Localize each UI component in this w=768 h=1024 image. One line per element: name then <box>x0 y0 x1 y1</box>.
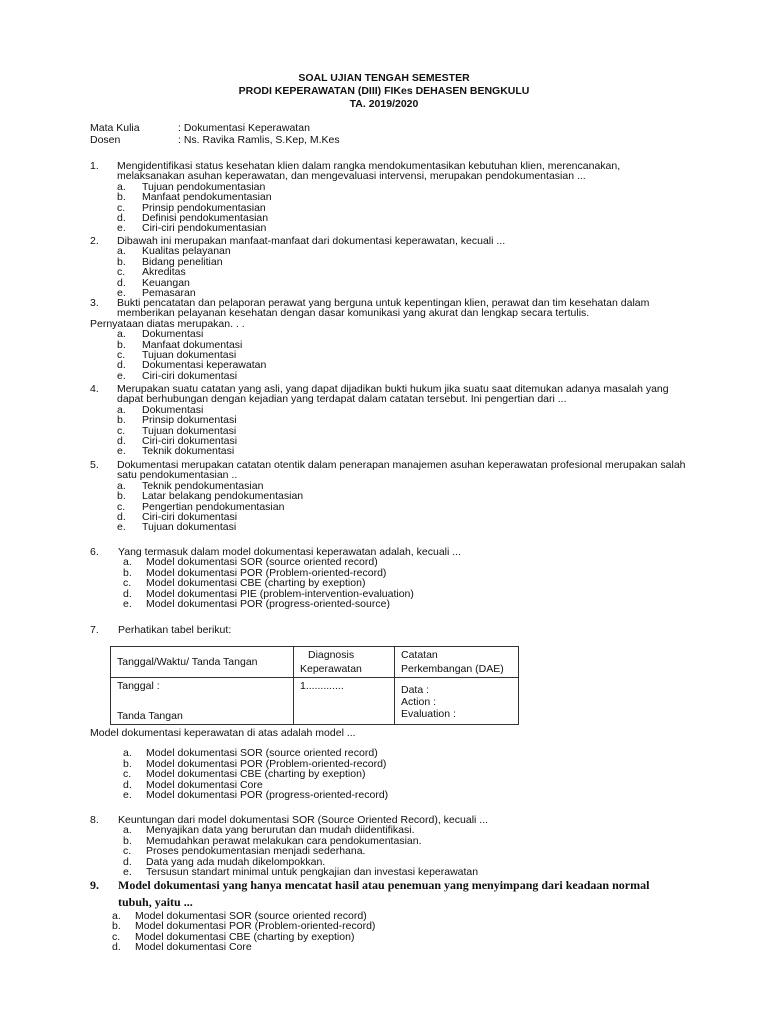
question-8 <box>90 815 690 877</box>
table-cell: Tanggal : Tanda Tangan <box>111 678 294 725</box>
program-title: PRODI KEPERAWATAN (DIII) FIKes DEHASEN BENGKULU <box>238 85 530 97</box>
exam-meta <box>90 122 340 146</box>
question-5 <box>90 460 690 533</box>
option-c: c. Prinsip pendokumentasian <box>117 201 266 214</box>
option-b: b. Manfaat pendokumentasian <box>117 191 272 204</box>
question-text: Bukti pencatatan dan pelaporan perawat yang berguna untuk kepentingan klien, perawat dan tim kesehatan dalam memberikan pelayanan kesehatan dengan dasar komunikasi yang akurat dan lengkap secara tertulis. <box>117 297 650 320</box>
option-c: c. Pengertian pendokumentasian <box>117 500 285 513</box>
option-b: b. Prinsip dokumentasi <box>117 414 237 427</box>
question-text: Dibawah ini merupakan manfaat-manfaat dari dokumentasi keperawatan, kecuali ... <box>117 235 506 247</box>
option-e: e. Model dokumentasi POR (progress-oriented-record) <box>123 788 389 801</box>
option-c: c. Tujuan dokumentasi <box>117 349 237 361</box>
option-e: e. Pemasaran <box>117 286 196 299</box>
option-e: e. Teknik dokumentasi <box>117 445 235 458</box>
question-2 <box>90 236 690 298</box>
option-c: c. Model dokumentasi CBE (charting by exeption) <box>112 930 355 943</box>
question-stem <box>90 298 690 319</box>
question-text: Model dokumentasi yang hanya mencatat hasil atau penemuan yang menyimpang dari keadaan normal tubuh, yaitu ... <box>118 878 650 909</box>
option-c: c. Proses pendokumentasian menjadi sederhana. <box>123 845 366 858</box>
option-d: d. Dokumentasi keperawatan <box>117 359 267 372</box>
option-d: d. Model dokumentasi Core <box>123 778 263 791</box>
option-b: b. Model dokumentasi POR (Problem-oriented-record) <box>112 920 376 933</box>
option-d: d. Model dokumentasi Core <box>112 941 252 954</box>
question-trail-text: Pernyataan diatas merupakan. . . <box>90 317 245 330</box>
option-a: a. Model dokumentasi SOR (source oriented record) <box>123 556 378 569</box>
table-header-cell: Diagnosis Keperawatan <box>294 647 395 678</box>
option-a: a. Dokumentasi <box>117 328 204 341</box>
question-text: Mengidentifikasi status kesehatan klien dalam rangka mendokumentasikan kebutuhan klien, merencanakan, melaksanakan asuhan keperawatan, dan mengevaluasi intervensi, merupakan pendokumentasian ... <box>117 160 621 183</box>
option-c: c. Model dokumentasi CBE (charting by exeption) <box>123 577 366 590</box>
question-text: Keuntungan dari model dokumentasi SOR (Source Oriented Record), kecuali ... <box>118 814 489 826</box>
question-number: 4. <box>90 383 99 395</box>
question-number: 2. <box>90 235 99 247</box>
option-d: d. Ciri-ciri dokumentasi <box>117 434 238 447</box>
question-number: 3. <box>90 297 99 309</box>
table-header-cell: Tanggal/Waktu/ Tanda Tangan <box>111 647 294 678</box>
question-number: 9. <box>90 878 99 892</box>
question-text: Model dokumentasi keperawatan di atas adalah model ... <box>90 727 356 739</box>
lecturer-value: : Ns. Ravika Ramlis, S.Kep, M.Kes <box>178 134 340 146</box>
option-a: a. Model dokumentasi SOR (source oriented record) <box>112 910 367 922</box>
option-a: a. Kualitas pelayanan <box>117 245 231 258</box>
option-a: a. Tujuan pendokumentasian <box>117 180 266 193</box>
option-a: a. Teknik pendokumentasian <box>117 479 264 492</box>
question-4 <box>90 384 690 457</box>
option-e: e. Ciri-ciri dokumentasi <box>117 369 238 382</box>
option-b: b. Manfaat dokumentasi <box>117 338 243 351</box>
option-e: e. Ciri-ciri pendokumentasian <box>117 222 267 235</box>
question-number: 1. <box>90 160 99 172</box>
question-text: Merupakan suatu catatan yang asli, yang dapat dijadikan bukti hukum jika suatu saat ditemukan adanya masalah yang dapat berhubungan dengan kejadian yang terdapat dalam catatan tersebut. Ini pengertian dari ... <box>117 383 669 406</box>
question-text: Yang termasuk dalam model dokumentasi keperawatan adalah, kecuali ... <box>118 546 461 558</box>
option-a: a. Dokumentasi <box>117 403 204 416</box>
option-c: c. Akreditas <box>117 266 186 279</box>
question-9 <box>90 877 670 953</box>
question-stem <box>90 384 690 405</box>
option-d: d. Definisi pendokumentasian <box>117 211 269 224</box>
question-1 <box>90 161 690 234</box>
option-b: b. Bidang penelitian <box>117 255 223 268</box>
option-c: c. Tujuan dokumentasi <box>117 424 237 437</box>
option-b: b. Memudahkan perawat melakukan cara pendokumentasian. <box>123 834 422 847</box>
option-b: b. Model dokumentasi POR (Problem-oriented-record) <box>123 566 387 579</box>
question-7 <box>90 625 690 635</box>
table-row <box>111 678 519 725</box>
table-cell: 1............. <box>294 678 395 725</box>
lecturer-row <box>90 134 340 146</box>
question-number: 8. <box>90 814 99 826</box>
option-d: d. Keuangan <box>117 276 190 289</box>
course-row <box>90 122 340 134</box>
option-d: d. Ciri-ciri dokumentasi <box>117 510 238 523</box>
question-3 <box>90 298 690 381</box>
option-a: a. Model dokumentasi SOR (source oriented record) <box>123 747 378 760</box>
option-d: d. Data yang ada mudah dikelompokkan. <box>123 855 326 868</box>
option-a: a. Menyajikan data yang berurutan dan mudah diidentifikasi. <box>123 824 415 837</box>
table-cell: Data : Action : Evaluation : <box>395 678 519 725</box>
question-6 <box>90 547 690 609</box>
question-number: 6. <box>90 546 99 558</box>
question-stem <box>90 460 690 481</box>
nursing-record-table <box>110 646 519 725</box>
option-e: e. Tujuan dokumentasi <box>117 521 237 534</box>
course-label: Mata Kulia <box>90 122 140 134</box>
course-value: : Dokumentasi Keperawatan <box>178 122 310 134</box>
option-e: e. Model dokumentasi POR (progress-oriented-source) <box>123 597 390 610</box>
question-stem <box>90 625 690 635</box>
question-number: 7. <box>90 624 99 636</box>
exam-title: SOAL UJIAN TENGAH SEMESTER <box>298 72 470 84</box>
option-b: b. Model dokumentasi POR (Problem-oriented-record) <box>123 757 387 770</box>
question-text: Perhatikan tabel berikut: <box>118 624 232 636</box>
lecturer-label: Dosen <box>90 134 121 146</box>
option-c: c. Model dokumentasi CBE (charting by exeption) <box>123 768 366 781</box>
question-number: 5. <box>90 459 99 471</box>
question-text: Dokumentasi merupakan catatan otentik dalam penerapan manajemen asuhan keperawatan profesional merupakan salah satu pendokumentasian .. <box>117 459 686 482</box>
table-header-cell: Catatan Perkembangan (DAE) <box>395 647 519 678</box>
option-e: e. Tersusun standart minimal untuk pengkajian dan investasi keperawatan <box>123 865 479 878</box>
option-b: b. Latar belakang pendokumentasian <box>117 490 304 503</box>
option-d: d. Model dokumentasi PIE (problem-intervention-evaluation) <box>123 587 414 600</box>
question-stem <box>90 877 670 911</box>
exam-header <box>0 72 768 111</box>
question-7-continuation <box>90 728 690 800</box>
table-header-row <box>111 647 519 678</box>
academic-year: TA. 2019/2020 <box>349 98 419 110</box>
question-stem <box>90 161 690 182</box>
